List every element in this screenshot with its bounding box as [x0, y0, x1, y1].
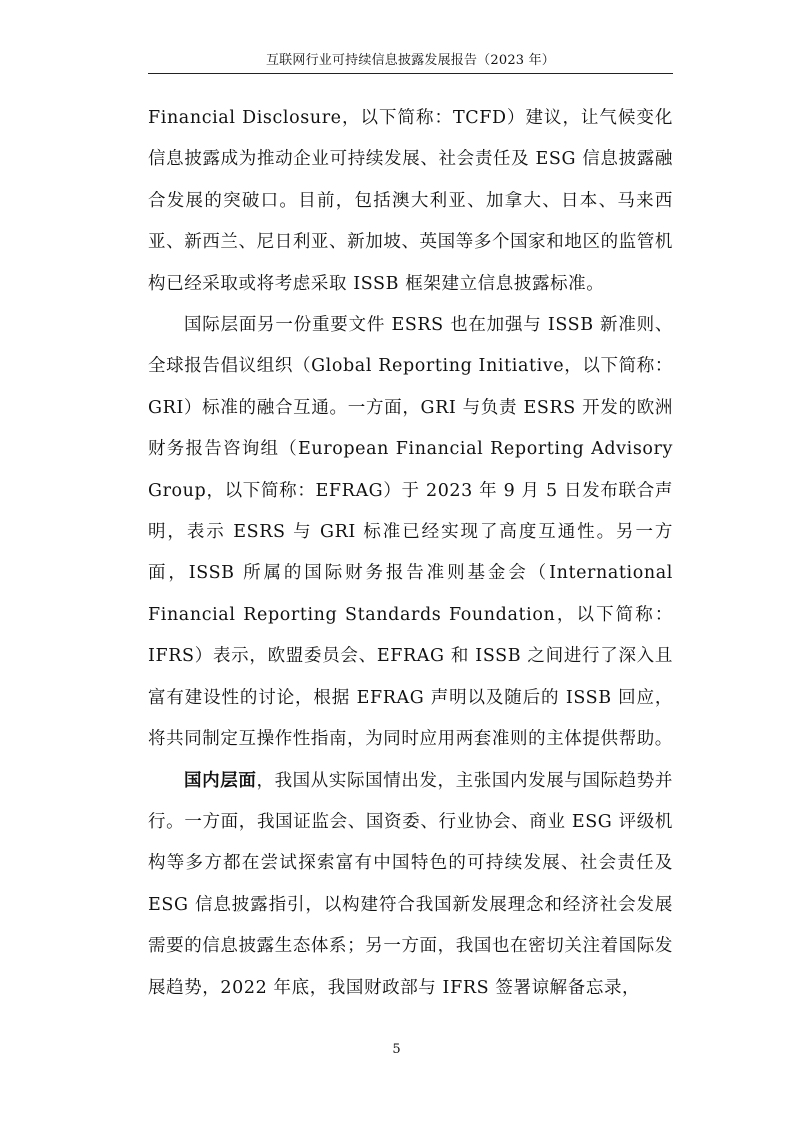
body-paragraph-2: 国际层面另一份重要文件 ESRS 也在加强与 ISSB 新准则、全球报告倡议组织（Global Reporting Initiative，以下简称：GRI）标准的融合互通。一方面，GRI 与负责 ESRS 开发的欧洲财务报告咨询组（European Financial Reporting Advisory Group，以下简称：EFRAG）于 2023 年 9 月 5 日发布联合声明，表示 ESRS 与 GRI 标准已经实现了高度互通性。另一方面，ISSB 所属的国际财务报告准则基金会（International Financial Reporting Standards Foundation，以下简称：IFRS）表示，欧盟委员会、EFRAG 和 ISSB 之间进行了深入且富有建设性的讨论，根据 EFRAG 声明以及随后的 ISSB 回应，将共同制定互操作性指南，为同时应用两套准则的主体提供帮助。 — [148, 315, 673, 750]
page-number: 5 — [392, 1042, 401, 1057]
body-paragraph-3 — [148, 761, 673, 1009]
running-header: 互联网行业可持续信息披露发展报告（2023 年） — [265, 53, 556, 68]
body-paragraph-1: Financial Disclosure，以下简称：TCFD）建议，让气候变化信息披露成为推动企业可持续发展、社会责任及 ESG 信息披露融合发展的突破口。目前，包括澳大利亚、加拿大、日本、马来西亚、新西兰、尼日利亚、新加坡、英国等多个国家和地区的监管机构已经采取或将考虑采取 ISSB 框架建立信息披露标准。 — [148, 108, 673, 294]
body-paragraph-3-text: ，我国从实际国情出发，主张国内发展与国际趋势并行。一方面，我国证监会、国资委、行业协会、商业 ESG 评级机构等多方都在尝试探索富有中国特色的可持续发展、社会责任及 ESG 信息披露指引，以构建符合我国新发展理念和经济社会发展需要的信息披露生态体系；另一方面，我国也在密切关注着国际发展趋势，2022 年底，我国财政部与 IFRS 签署谅解备忘录， — [148, 770, 673, 998]
section-lead-domestic: 国内层面 — [184, 770, 257, 791]
header-divider — [148, 73, 673, 74]
page-body — [148, 98, 673, 1009]
